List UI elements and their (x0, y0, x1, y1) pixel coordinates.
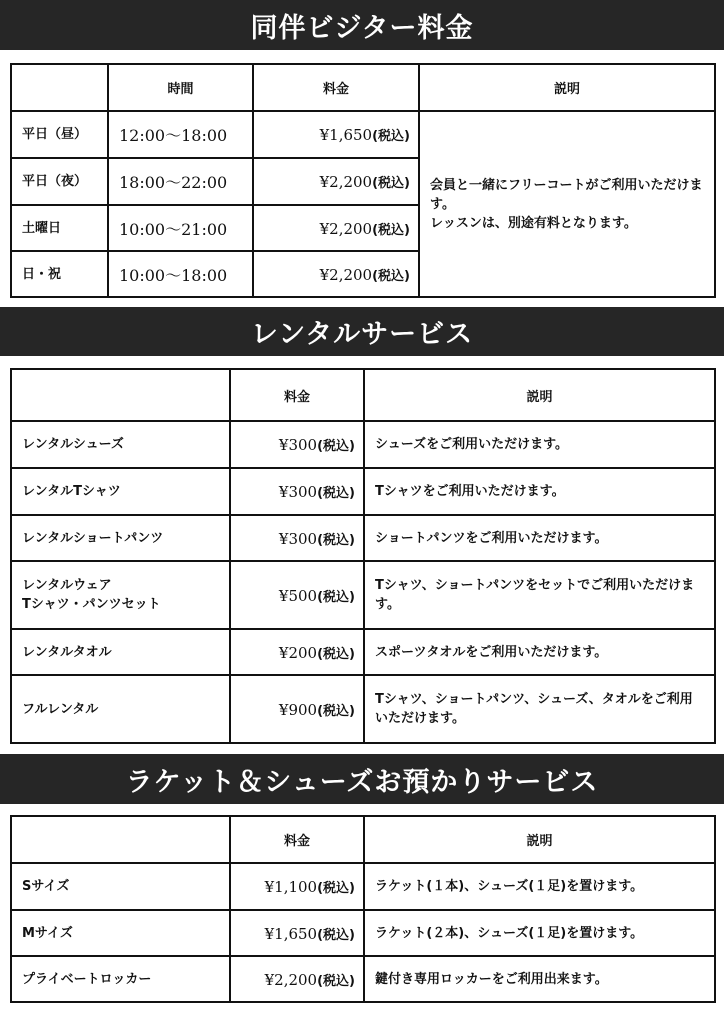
table-row (11, 515, 715, 561)
tax-label: (税込) (372, 222, 410, 238)
table-row (11, 956, 715, 1002)
rental-service-heading: レンタルサービス (0, 307, 724, 356)
header-blank (11, 816, 230, 863)
price-value: ¥1,100 (264, 878, 318, 896)
tax-label: (税込) (317, 881, 355, 896)
row-label: レンタルTシャツ (11, 468, 230, 515)
row-description: スポーツタオルをご利用いただけます。 (364, 629, 715, 675)
header-price: 料金 (230, 369, 364, 421)
table-row (11, 910, 715, 956)
storage-service-heading: ラケット＆シューズお預かりサービス (0, 754, 724, 804)
row-price (230, 515, 364, 561)
tax-label: (税込) (317, 486, 355, 501)
price-value: ¥2,200 (319, 265, 373, 284)
row-price (253, 251, 419, 297)
row-description: ラケット(１本)、シューズ(１足)を置けます。 (364, 863, 715, 910)
table-header-row (11, 816, 715, 863)
header-time: 時間 (108, 64, 253, 111)
price-value: ¥2,200 (264, 970, 318, 989)
price-value: ¥2,200 (319, 219, 373, 238)
tax-label: (税込) (317, 589, 355, 605)
price-value: ¥1,650 (319, 126, 373, 144)
row-label: 平日（昼） (11, 111, 108, 158)
price-value: ¥300 (278, 529, 318, 548)
description-line-1: 会員と一緒にフリーコートがご利用いただけます。 (430, 177, 703, 212)
rental-service-table (10, 368, 716, 744)
tax-label: (税込) (372, 268, 410, 284)
row-label: レンタルシューズ (11, 421, 230, 468)
row-time: 18:00〜22:00 (108, 158, 253, 205)
header-blank (11, 64, 108, 111)
row-description: Tシャツ、ショートパンツ、シューズ、タオルをご利用いただけます。 (364, 675, 715, 743)
row-label (11, 561, 230, 629)
row-label: Sサイズ (11, 863, 230, 910)
row-description: Tシャツ、ショートパンツをセットでご利用いただけます。 (364, 561, 715, 629)
row-price (253, 158, 419, 205)
tax-label: (税込) (317, 973, 355, 989)
tax-label: (税込) (317, 439, 355, 454)
row-description: ショートパンツをご利用いただけます。 (364, 515, 715, 561)
table-row (11, 421, 715, 468)
row-time: 10:00〜21:00 (108, 205, 253, 251)
table-row (11, 468, 715, 515)
row-label: レンタルタオル (11, 629, 230, 675)
table-row (11, 629, 715, 675)
row-label: 日・祝 (11, 251, 108, 297)
header-price: 料金 (230, 816, 364, 863)
header-description: 説明 (419, 64, 715, 111)
price-value: ¥300 (278, 483, 318, 501)
header-description: 説明 (364, 816, 715, 863)
row-price (230, 468, 364, 515)
row-description (419, 111, 715, 297)
price-value: ¥500 (278, 586, 318, 605)
row-price (253, 205, 419, 251)
visitor-fee-table (10, 63, 716, 298)
table-header-row (11, 64, 715, 111)
price-value: ¥900 (278, 700, 318, 719)
row-description: Tシャツをご利用いただけます。 (364, 468, 715, 515)
description-line-2: レッスンは、別途有料となります。 (430, 215, 637, 231)
row-price (253, 111, 419, 158)
row-label: 土曜日 (11, 205, 108, 251)
row-description: ラケット(２本)、シューズ(１足)を置けます。 (364, 910, 715, 956)
tax-label: (税込) (372, 129, 410, 144)
row-price (230, 421, 364, 468)
row-label: フルレンタル (11, 675, 230, 743)
tax-label: (税込) (317, 532, 355, 548)
row-label: Mサイズ (11, 910, 230, 956)
visitor-fee-heading: 同伴ビジター料金 (0, 0, 724, 50)
row-price (230, 561, 364, 629)
row-price (230, 910, 364, 956)
row-time: 10:00〜18:00 (108, 251, 253, 297)
row-label: レンタルショートパンツ (11, 515, 230, 561)
row-price (230, 863, 364, 910)
header-description: 説明 (364, 369, 715, 421)
row-description: シューズをご利用いただけます。 (364, 421, 715, 468)
tax-label: (税込) (372, 176, 410, 191)
price-value: ¥300 (278, 436, 318, 454)
row-label: プライベートロッカー (11, 956, 230, 1002)
table-row (11, 675, 715, 743)
price-value: ¥200 (278, 643, 318, 662)
table-row (11, 863, 715, 910)
table-row (11, 111, 715, 158)
tax-label: (税込) (317, 703, 355, 719)
row-description: 鍵付き専用ロッカーをご利用出来ます。 (364, 956, 715, 1002)
storage-service-table (10, 815, 716, 1003)
table-header-row (11, 369, 715, 421)
row-price (230, 629, 364, 675)
price-value: ¥1,650 (264, 924, 318, 943)
table-row (11, 561, 715, 629)
row-price (230, 956, 364, 1002)
row-time: 12:00〜18:00 (108, 111, 253, 158)
tax-label: (税込) (317, 646, 355, 662)
row-label-line-1: レンタルウェア (22, 578, 112, 593)
header-price: 料金 (253, 64, 419, 111)
row-label-line-2: Tシャツ・パンツセット (22, 597, 161, 612)
header-blank (11, 369, 230, 421)
price-value: ¥2,200 (319, 173, 373, 191)
row-price (230, 675, 364, 743)
tax-label: (税込) (317, 927, 355, 943)
row-label: 平日（夜） (11, 158, 108, 205)
